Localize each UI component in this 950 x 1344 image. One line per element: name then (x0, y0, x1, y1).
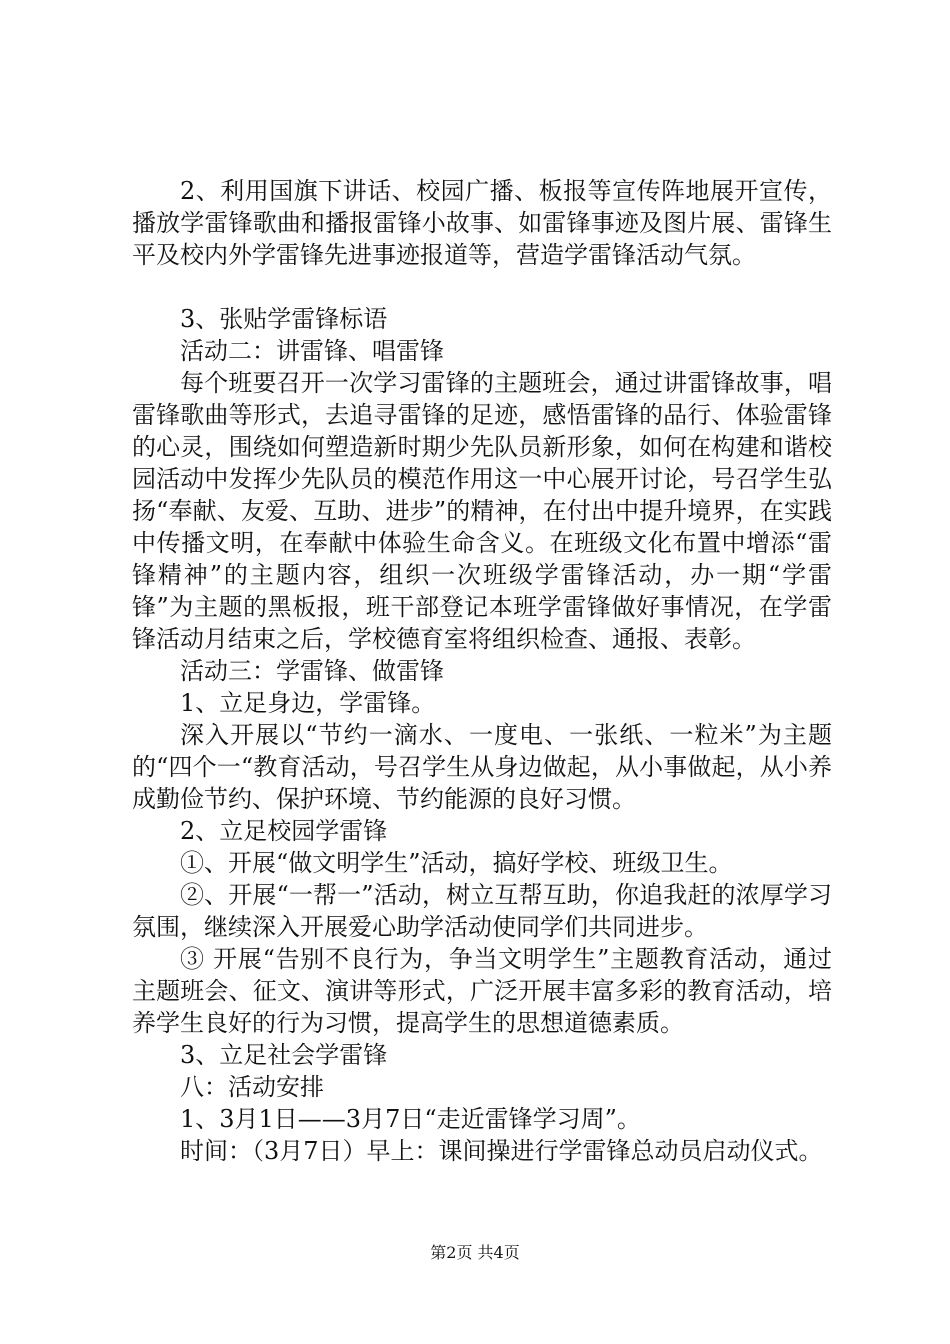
heading-activity-two: 活动二：讲雷锋、唱雷锋 (180, 337, 444, 365)
paragraph-class-meeting: 每个班要召开一次学习雷锋的主题班会，通过讲雷锋故事，唱雷锋歌曲等形式，去追寻雷锋的足迹，感悟雷锋的品行、体验雷锋的心灵，围绕如何塑造新时期少先队员新形象，如何在构建和谐校园活动中发挥少先队员的模范作用这一中心展开讨论，号召学生弘扬“奉献、友爱、互助、进步”的精神，在付出中提升境界，在实践中传播文明，在奉献中体验生命含义。在班级文化布置中增添“雷锋精神”的主题内容，组织一次班级学雷锋活动，办一期“学雷锋”为主题的黑板报，班干部登记本班学雷锋做好事情况，在学雷锋活动月结束之后，学校德育室将组织检查、通报、表彰。 (132, 369, 832, 653)
paragraph-slogans: 3、张贴学雷锋标语 (180, 305, 388, 333)
heading-on-campus: 2、立足校园学雷锋 (180, 817, 388, 845)
paragraph-publicity: 2、利用国旗下讲话、校园广播、板报等宣传阵地展开宣传，播放学雷锋歌曲和播报雷锋小故事、如雷锋事迹及图片展、雷锋生平及校内外学雷锋先进事迹报道等，营造学雷锋活动气氛。 (132, 177, 832, 269)
paragraph-farewell-bad-behavior: ③ 开展“告别不良行为，争当文明学生”主题教育活动，通过主题班会、征文、演讲等形式，广泛开展丰富多彩的教育活动，培养学生良好的行为习惯，提高学生的思想道德素质。 (132, 945, 832, 1037)
paragraph-civilized-student: ①、开展“做文明学生”活动，搞好学校、班级卫生。 (180, 849, 733, 877)
paragraph-one-helps-one: ②、开展“一帮一”活动，树立互帮互助，你追我赶的浓厚学习氛围，继续深入开展爱心助学活动使同学们共同进步。 (132, 881, 832, 941)
heading-arrangement: 八：活动安排 (180, 1073, 324, 1101)
page-footer: 第2页 共4页 (430, 1243, 520, 1262)
paragraph-four-ones: 深入开展以“节约一滴水、一度电、一张纸、一粒米”为主题的“四个一“教育活动，号召学生从身边做起，从小事做起，从小养成勤俭节约、保护环境、节约能源的良好习惯。 (132, 721, 832, 813)
heading-activity-three: 活动三：学雷锋、做雷锋 (180, 657, 444, 685)
heading-in-society: 3、立足社会学雷锋 (180, 1041, 388, 1069)
paragraph-launch-time: 时间：（3月7日）早上：课间操进行学雷锋总动员启动仪式。 (180, 1137, 823, 1165)
paragraph-study-week: 1、3月1日——3月7日“走近雷锋学习周”。 (180, 1105, 641, 1133)
heading-around-you: 1、立足身边，学雷锋。 (180, 689, 436, 717)
document-body (132, 175, 832, 1167)
